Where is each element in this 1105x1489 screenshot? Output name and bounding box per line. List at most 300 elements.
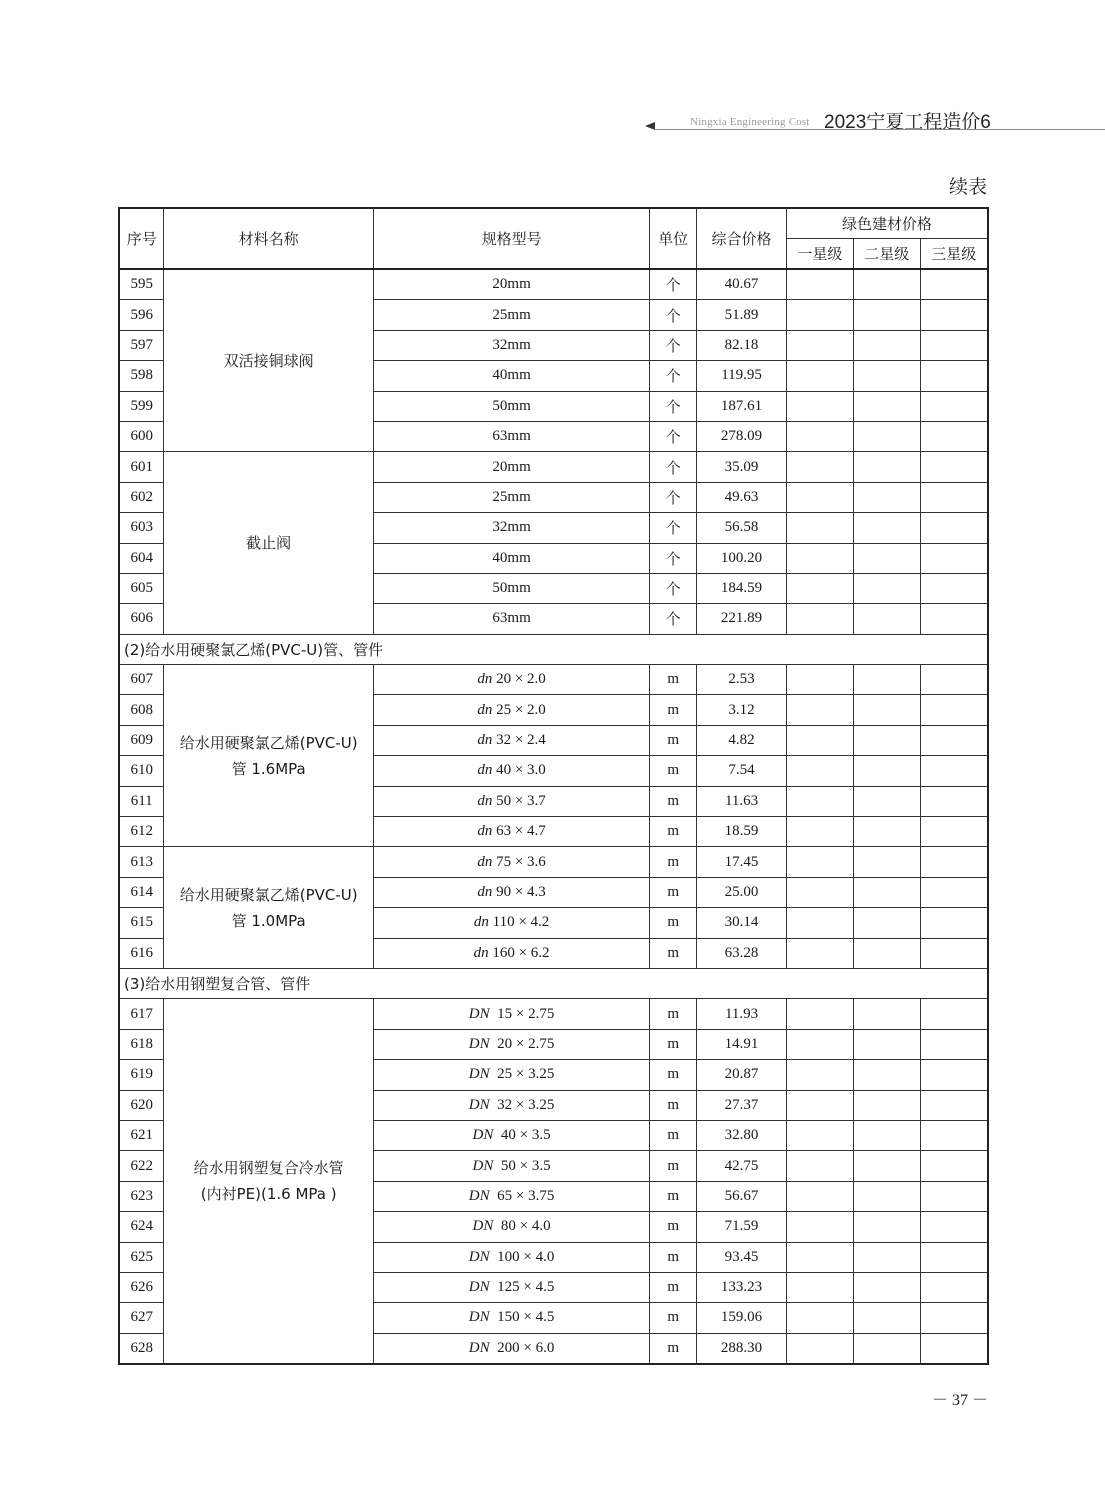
cell-unit: 个 bbox=[650, 482, 697, 512]
cell-green-star3 bbox=[920, 756, 988, 786]
spec-prefix: DN bbox=[468, 1279, 490, 1296]
cell-unit: m bbox=[650, 1120, 697, 1150]
spec-value: 20mm bbox=[492, 458, 531, 475]
cell-price: 35.09 bbox=[697, 452, 787, 482]
spec-prefix: DN bbox=[468, 1339, 490, 1356]
cell-green-star2 bbox=[853, 756, 920, 786]
cell-green-star3 bbox=[920, 300, 988, 330]
cell-green-star1 bbox=[786, 361, 853, 391]
cell-price: 20.87 bbox=[697, 1060, 787, 1090]
spec-prefix: DN bbox=[468, 1309, 490, 1326]
cell-green-star2 bbox=[853, 908, 920, 938]
cell-seq: 607 bbox=[119, 665, 164, 695]
cell-green-star3 bbox=[920, 999, 988, 1029]
cell-green-star2 bbox=[853, 361, 920, 391]
cell-green-star3 bbox=[920, 665, 988, 695]
material-name-line: 双活接铜球阀 bbox=[223, 351, 314, 370]
cell-green-star2 bbox=[853, 999, 920, 1029]
col-header-name: 材料名称 bbox=[164, 208, 374, 269]
cell-green-star3 bbox=[920, 391, 988, 421]
cell-green-star3 bbox=[920, 573, 988, 603]
cell-green-star1 bbox=[786, 877, 853, 907]
cell-price: 27.37 bbox=[697, 1090, 787, 1120]
material-name-line: 给水用硬聚氯乙烯(PVC-U) bbox=[179, 885, 358, 904]
spec-value: 40mm bbox=[492, 549, 531, 566]
cell-green-star2 bbox=[853, 1060, 920, 1090]
cell-green-star1 bbox=[786, 391, 853, 421]
cell-price: 100.20 bbox=[697, 543, 787, 573]
cell-seq: 616 bbox=[119, 938, 164, 968]
cell-price: 82.18 bbox=[697, 330, 787, 360]
cell-green-star2 bbox=[853, 452, 920, 482]
cell-green-star3 bbox=[920, 1151, 988, 1181]
cell-seq: 628 bbox=[119, 1333, 164, 1364]
cell-price: 30.14 bbox=[697, 908, 787, 938]
cell-green-star3 bbox=[920, 1181, 988, 1211]
cell-spec bbox=[373, 786, 649, 816]
cell-green-star2 bbox=[853, 938, 920, 968]
cell-green-star3 bbox=[920, 908, 988, 938]
cell-seq: 611 bbox=[119, 786, 164, 816]
cell-price: 63.28 bbox=[697, 938, 787, 968]
cell-green-star1 bbox=[786, 1151, 853, 1181]
spec-value: 32 × 3.25 bbox=[489, 1096, 555, 1113]
cell-spec bbox=[373, 1303, 649, 1333]
cell-spec bbox=[373, 452, 649, 482]
cell-seq: 604 bbox=[119, 543, 164, 573]
cell-spec bbox=[373, 1242, 649, 1272]
spec-prefix: dn bbox=[477, 792, 493, 809]
cell-price: 42.75 bbox=[697, 1151, 787, 1181]
cell-price: 133.23 bbox=[697, 1272, 787, 1302]
cell-green-star1 bbox=[786, 269, 853, 300]
cell-unit: 个 bbox=[650, 573, 697, 603]
cell-green-star3 bbox=[920, 817, 988, 847]
cell-unit: m bbox=[650, 847, 697, 877]
col-header-unit: 单位 bbox=[650, 208, 697, 269]
col-header-spec: 规格型号 bbox=[373, 208, 649, 269]
cell-green-star1 bbox=[786, 1090, 853, 1120]
cell-green-star3 bbox=[920, 1333, 988, 1364]
cell-unit: 个 bbox=[650, 513, 697, 543]
arrow-left-icon bbox=[645, 122, 655, 130]
cell-price: 11.63 bbox=[697, 786, 787, 816]
cell-seq: 601 bbox=[119, 452, 164, 482]
spec-prefix: dn bbox=[477, 732, 493, 749]
cell-unit: 个 bbox=[650, 421, 697, 451]
cell-unit: m bbox=[650, 1333, 697, 1364]
spec-value: 40mm bbox=[492, 367, 531, 384]
cell-spec bbox=[373, 391, 649, 421]
cell-green-star3 bbox=[920, 1272, 988, 1302]
cell-price: 14.91 bbox=[697, 1029, 787, 1059]
cell-spec bbox=[373, 756, 649, 786]
col-header-star1: 一星级 bbox=[786, 239, 853, 270]
cell-green-star1 bbox=[786, 999, 853, 1029]
spec-value: 50mm bbox=[492, 397, 531, 414]
cell-green-star1 bbox=[786, 1212, 853, 1242]
spec-value: 100 × 4.0 bbox=[489, 1248, 555, 1265]
cell-spec bbox=[373, 361, 649, 391]
spec-prefix: DN bbox=[468, 1187, 490, 1204]
cell-green-star3 bbox=[920, 269, 988, 300]
spec-value: 200 × 6.0 bbox=[489, 1339, 555, 1356]
spec-value: 50mm bbox=[492, 580, 531, 597]
spec-value: 80 × 4.0 bbox=[493, 1218, 551, 1235]
cell-green-star2 bbox=[853, 269, 920, 300]
cell-green-star3 bbox=[920, 877, 988, 907]
cell-seq: 595 bbox=[119, 269, 164, 300]
spec-prefix: DN bbox=[472, 1127, 494, 1144]
cell-unit: m bbox=[650, 938, 697, 968]
spec-prefix: dn bbox=[477, 701, 493, 718]
cell-green-star2 bbox=[853, 725, 920, 755]
cell-price: 2.53 bbox=[697, 665, 787, 695]
cell-spec bbox=[373, 665, 649, 695]
cell-green-star1 bbox=[786, 543, 853, 573]
cell-spec bbox=[373, 604, 649, 634]
cell-green-star3 bbox=[920, 695, 988, 725]
cell-price: 119.95 bbox=[697, 361, 787, 391]
cell-green-star1 bbox=[786, 1181, 853, 1211]
cell-green-star3 bbox=[920, 938, 988, 968]
cell-green-star2 bbox=[853, 1303, 920, 1333]
spec-value: 160 × 6.2 bbox=[488, 944, 550, 961]
spec-value: 20 × 2.0 bbox=[492, 671, 546, 688]
cell-price: 56.58 bbox=[697, 513, 787, 543]
cell-green-star2 bbox=[853, 330, 920, 360]
cell-green-star2 bbox=[853, 847, 920, 877]
cell-green-star2 bbox=[853, 1120, 920, 1150]
spec-value: 32 × 2.4 bbox=[492, 732, 546, 749]
spec-value: 63mm bbox=[492, 428, 531, 445]
table-row bbox=[119, 847, 988, 877]
cell-green-star1 bbox=[786, 513, 853, 543]
cell-seq: 605 bbox=[119, 573, 164, 603]
cell-green-star3 bbox=[920, 725, 988, 755]
table-row bbox=[119, 269, 988, 300]
section-title: (3)给水用钢塑复合管、管件 bbox=[119, 968, 988, 998]
cell-green-star3 bbox=[920, 1303, 988, 1333]
spec-value: 25mm bbox=[492, 306, 531, 323]
cell-unit: m bbox=[650, 1151, 697, 1181]
cell-spec bbox=[373, 999, 649, 1029]
cell-green-star2 bbox=[853, 1212, 920, 1242]
price-table bbox=[118, 207, 989, 1365]
cell-unit: m bbox=[650, 1242, 697, 1272]
cell-green-star2 bbox=[853, 391, 920, 421]
cell-spec bbox=[373, 482, 649, 512]
cell-green-star1 bbox=[786, 1242, 853, 1272]
cell-green-star2 bbox=[853, 1333, 920, 1364]
material-name-line: 管 1.0MPa bbox=[231, 911, 306, 930]
spec-prefix: DN bbox=[468, 1035, 490, 1052]
spec-prefix: DN bbox=[472, 1157, 494, 1174]
table-body bbox=[119, 269, 988, 1364]
spec-value: 25mm bbox=[492, 488, 531, 505]
cell-spec bbox=[373, 300, 649, 330]
cell-price: 32.80 bbox=[697, 1120, 787, 1150]
cell-material-name bbox=[164, 665, 374, 847]
cell-green-star3 bbox=[920, 847, 988, 877]
cell-green-star1 bbox=[786, 695, 853, 725]
cell-green-star1 bbox=[786, 1060, 853, 1090]
cell-green-star3 bbox=[920, 1029, 988, 1059]
cell-seq: 625 bbox=[119, 1242, 164, 1272]
cell-unit: 个 bbox=[650, 452, 697, 482]
spec-value: 150 × 4.5 bbox=[489, 1309, 555, 1326]
spec-value: 125 × 4.5 bbox=[489, 1279, 555, 1296]
cell-seq: 619 bbox=[119, 1060, 164, 1090]
material-name-line: 截止阀 bbox=[246, 534, 292, 553]
cell-spec bbox=[373, 908, 649, 938]
cell-unit: m bbox=[650, 877, 697, 907]
cell-price: 49.63 bbox=[697, 482, 787, 512]
cell-unit: m bbox=[650, 1212, 697, 1242]
cell-green-star2 bbox=[853, 695, 920, 725]
cell-green-star1 bbox=[786, 756, 853, 786]
cell-spec bbox=[373, 421, 649, 451]
cell-green-star2 bbox=[853, 877, 920, 907]
cell-price: 18.59 bbox=[697, 817, 787, 847]
cell-seq: 618 bbox=[119, 1029, 164, 1059]
cell-green-star1 bbox=[786, 1120, 853, 1150]
cell-spec bbox=[373, 1212, 649, 1242]
cell-price: 40.67 bbox=[697, 269, 787, 300]
cell-price: 3.12 bbox=[697, 695, 787, 725]
cell-seq: 597 bbox=[119, 330, 164, 360]
cell-unit: m bbox=[650, 908, 697, 938]
cell-material-name bbox=[164, 999, 374, 1364]
cell-seq: 622 bbox=[119, 1151, 164, 1181]
spec-value: 25 × 2.0 bbox=[492, 701, 546, 718]
cell-price: 25.00 bbox=[697, 877, 787, 907]
col-header-star2: 二星级 bbox=[853, 239, 920, 270]
cell-spec bbox=[373, 330, 649, 360]
cell-green-star2 bbox=[853, 1242, 920, 1272]
spec-prefix: dn bbox=[473, 944, 489, 961]
cell-green-star1 bbox=[786, 786, 853, 816]
section-row bbox=[119, 968, 988, 998]
cell-green-star2 bbox=[853, 1029, 920, 1059]
spec-value: 40 × 3.5 bbox=[493, 1127, 551, 1144]
cell-green-star3 bbox=[920, 421, 988, 451]
cell-seq: 613 bbox=[119, 847, 164, 877]
cell-green-star1 bbox=[786, 330, 853, 360]
cell-green-star3 bbox=[920, 1090, 988, 1120]
spec-value: 32mm bbox=[492, 336, 531, 353]
cell-green-star3 bbox=[920, 482, 988, 512]
cell-spec bbox=[373, 877, 649, 907]
cell-unit: 个 bbox=[650, 543, 697, 573]
cell-green-star1 bbox=[786, 452, 853, 482]
cell-price: 288.30 bbox=[697, 1333, 787, 1364]
cell-price: 17.45 bbox=[697, 847, 787, 877]
section-title: (2)给水用硬聚氯乙烯(PVC-U)管、管件 bbox=[119, 634, 988, 664]
spec-prefix: dn bbox=[473, 914, 489, 931]
spec-value: 20 × 2.75 bbox=[489, 1035, 555, 1052]
cell-green-star2 bbox=[853, 543, 920, 573]
cell-green-star2 bbox=[853, 300, 920, 330]
spec-value: 110 × 4.2 bbox=[488, 914, 550, 931]
spec-prefix: dn bbox=[477, 853, 493, 870]
spec-value: 25 × 3.25 bbox=[489, 1066, 555, 1083]
spec-value: 15 × 2.75 bbox=[489, 1005, 555, 1022]
cell-seq: 617 bbox=[119, 999, 164, 1029]
cell-green-star2 bbox=[853, 1272, 920, 1302]
cell-seq: 603 bbox=[119, 513, 164, 543]
cell-green-star1 bbox=[786, 1303, 853, 1333]
cell-unit: m bbox=[650, 786, 697, 816]
cell-green-star2 bbox=[853, 1090, 920, 1120]
cell-seq: 596 bbox=[119, 300, 164, 330]
cell-seq: 606 bbox=[119, 604, 164, 634]
cell-seq: 623 bbox=[119, 1181, 164, 1211]
cell-seq: 627 bbox=[119, 1303, 164, 1333]
cell-unit: m bbox=[650, 1060, 697, 1090]
cell-unit: 个 bbox=[650, 330, 697, 360]
cell-seq: 602 bbox=[119, 482, 164, 512]
cell-price: 93.45 bbox=[697, 1242, 787, 1272]
cell-spec bbox=[373, 1151, 649, 1181]
spec-value: 32mm bbox=[492, 519, 531, 536]
cell-spec bbox=[373, 543, 649, 573]
section-row bbox=[119, 634, 988, 664]
cell-green-star1 bbox=[786, 665, 853, 695]
cell-seq: 624 bbox=[119, 1212, 164, 1242]
cell-spec bbox=[373, 1272, 649, 1302]
cell-unit: m bbox=[650, 756, 697, 786]
material-name-line: 给水用钢塑复合冷水管 bbox=[193, 1159, 344, 1178]
cell-green-star1 bbox=[786, 573, 853, 603]
cell-green-star2 bbox=[853, 513, 920, 543]
spec-value: 63 × 4.7 bbox=[492, 823, 546, 840]
cell-green-star2 bbox=[853, 421, 920, 451]
cell-seq: 612 bbox=[119, 817, 164, 847]
cell-price: 7.54 bbox=[697, 756, 787, 786]
cell-green-star2 bbox=[853, 1151, 920, 1181]
cell-spec bbox=[373, 513, 649, 543]
continued-label: 续表 bbox=[949, 176, 988, 198]
cell-green-star3 bbox=[920, 361, 988, 391]
col-header-seq: 序号 bbox=[119, 208, 164, 269]
cell-price: 51.89 bbox=[697, 300, 787, 330]
cell-price: 159.06 bbox=[697, 1303, 787, 1333]
cell-price: 278.09 bbox=[697, 421, 787, 451]
cell-green-star3 bbox=[920, 1242, 988, 1272]
col-header-green-price: 绿色建材价格 bbox=[786, 208, 988, 239]
cell-spec bbox=[373, 725, 649, 755]
cell-green-star1 bbox=[786, 482, 853, 512]
cell-spec bbox=[373, 695, 649, 725]
cell-green-star2 bbox=[853, 1181, 920, 1211]
spec-prefix: dn bbox=[477, 671, 493, 688]
cell-seq: 600 bbox=[119, 421, 164, 451]
cell-unit: 个 bbox=[650, 300, 697, 330]
spec-value: 40 × 3.0 bbox=[492, 762, 546, 779]
cell-seq: 599 bbox=[119, 391, 164, 421]
cell-green-star1 bbox=[786, 908, 853, 938]
spec-value: 75 × 3.6 bbox=[492, 853, 546, 870]
cell-spec bbox=[373, 1029, 649, 1059]
cell-price: 184.59 bbox=[697, 573, 787, 603]
cell-green-star3 bbox=[920, 543, 988, 573]
col-header-star3: 三星级 bbox=[920, 239, 988, 270]
spec-prefix: DN bbox=[468, 1066, 490, 1083]
cell-price: 4.82 bbox=[697, 725, 787, 755]
cell-unit: m bbox=[650, 695, 697, 725]
cell-seq: 620 bbox=[119, 1090, 164, 1120]
cell-green-star1 bbox=[786, 847, 853, 877]
cell-seq: 598 bbox=[119, 361, 164, 391]
cell-spec bbox=[373, 573, 649, 603]
cell-spec bbox=[373, 269, 649, 300]
cell-unit: m bbox=[650, 1272, 697, 1302]
cell-price: 221.89 bbox=[697, 604, 787, 634]
cell-green-star1 bbox=[786, 1333, 853, 1364]
cell-green-star1 bbox=[786, 725, 853, 755]
cell-material-name bbox=[164, 452, 374, 634]
cell-green-star3 bbox=[920, 452, 988, 482]
cell-seq: 608 bbox=[119, 695, 164, 725]
cell-spec bbox=[373, 938, 649, 968]
table-row bbox=[119, 665, 988, 695]
cell-seq: 621 bbox=[119, 1120, 164, 1150]
cell-green-star2 bbox=[853, 482, 920, 512]
cell-unit: m bbox=[650, 1090, 697, 1120]
cell-price: 187.61 bbox=[697, 391, 787, 421]
spec-prefix: dn bbox=[477, 823, 493, 840]
header-rule bbox=[655, 129, 1105, 130]
cell-seq: 626 bbox=[119, 1272, 164, 1302]
cell-seq: 615 bbox=[119, 908, 164, 938]
cell-green-star2 bbox=[853, 665, 920, 695]
cell-unit: m bbox=[650, 1029, 697, 1059]
table-row bbox=[119, 999, 988, 1029]
cell-green-star1 bbox=[786, 938, 853, 968]
cell-material-name bbox=[164, 847, 374, 969]
cell-unit: m bbox=[650, 1181, 697, 1211]
cell-green-star1 bbox=[786, 1029, 853, 1059]
cell-green-star1 bbox=[786, 300, 853, 330]
spec-value: 90 × 4.3 bbox=[492, 884, 546, 900]
cell-spec bbox=[373, 847, 649, 877]
material-name-line: 管 1.6MPa bbox=[231, 759, 306, 778]
header-title: 2023宁夏工程造价6 bbox=[824, 112, 991, 133]
spec-value: 65 × 3.75 bbox=[489, 1187, 555, 1204]
cell-unit: 个 bbox=[650, 604, 697, 634]
spec-prefix: dn bbox=[477, 762, 493, 779]
cell-seq: 610 bbox=[119, 756, 164, 786]
cell-unit: 个 bbox=[650, 391, 697, 421]
spec-prefix: DN bbox=[468, 1005, 490, 1022]
cell-material-name bbox=[164, 269, 374, 452]
cell-spec bbox=[373, 1120, 649, 1150]
cell-green-star1 bbox=[786, 604, 853, 634]
cell-green-star3 bbox=[920, 1120, 988, 1150]
spec-value: 50 × 3.5 bbox=[493, 1157, 551, 1174]
cell-green-star1 bbox=[786, 817, 853, 847]
cell-unit: m bbox=[650, 1303, 697, 1333]
cell-unit: 个 bbox=[650, 361, 697, 391]
spec-prefix: DN bbox=[468, 1248, 490, 1265]
cell-spec bbox=[373, 1181, 649, 1211]
spec-prefix: DN bbox=[472, 1218, 494, 1235]
cell-green-star3 bbox=[920, 604, 988, 634]
cell-green-star3 bbox=[920, 330, 988, 360]
header-english-title: Ningxia Engineering Cost bbox=[690, 116, 810, 128]
cell-green-star2 bbox=[853, 604, 920, 634]
